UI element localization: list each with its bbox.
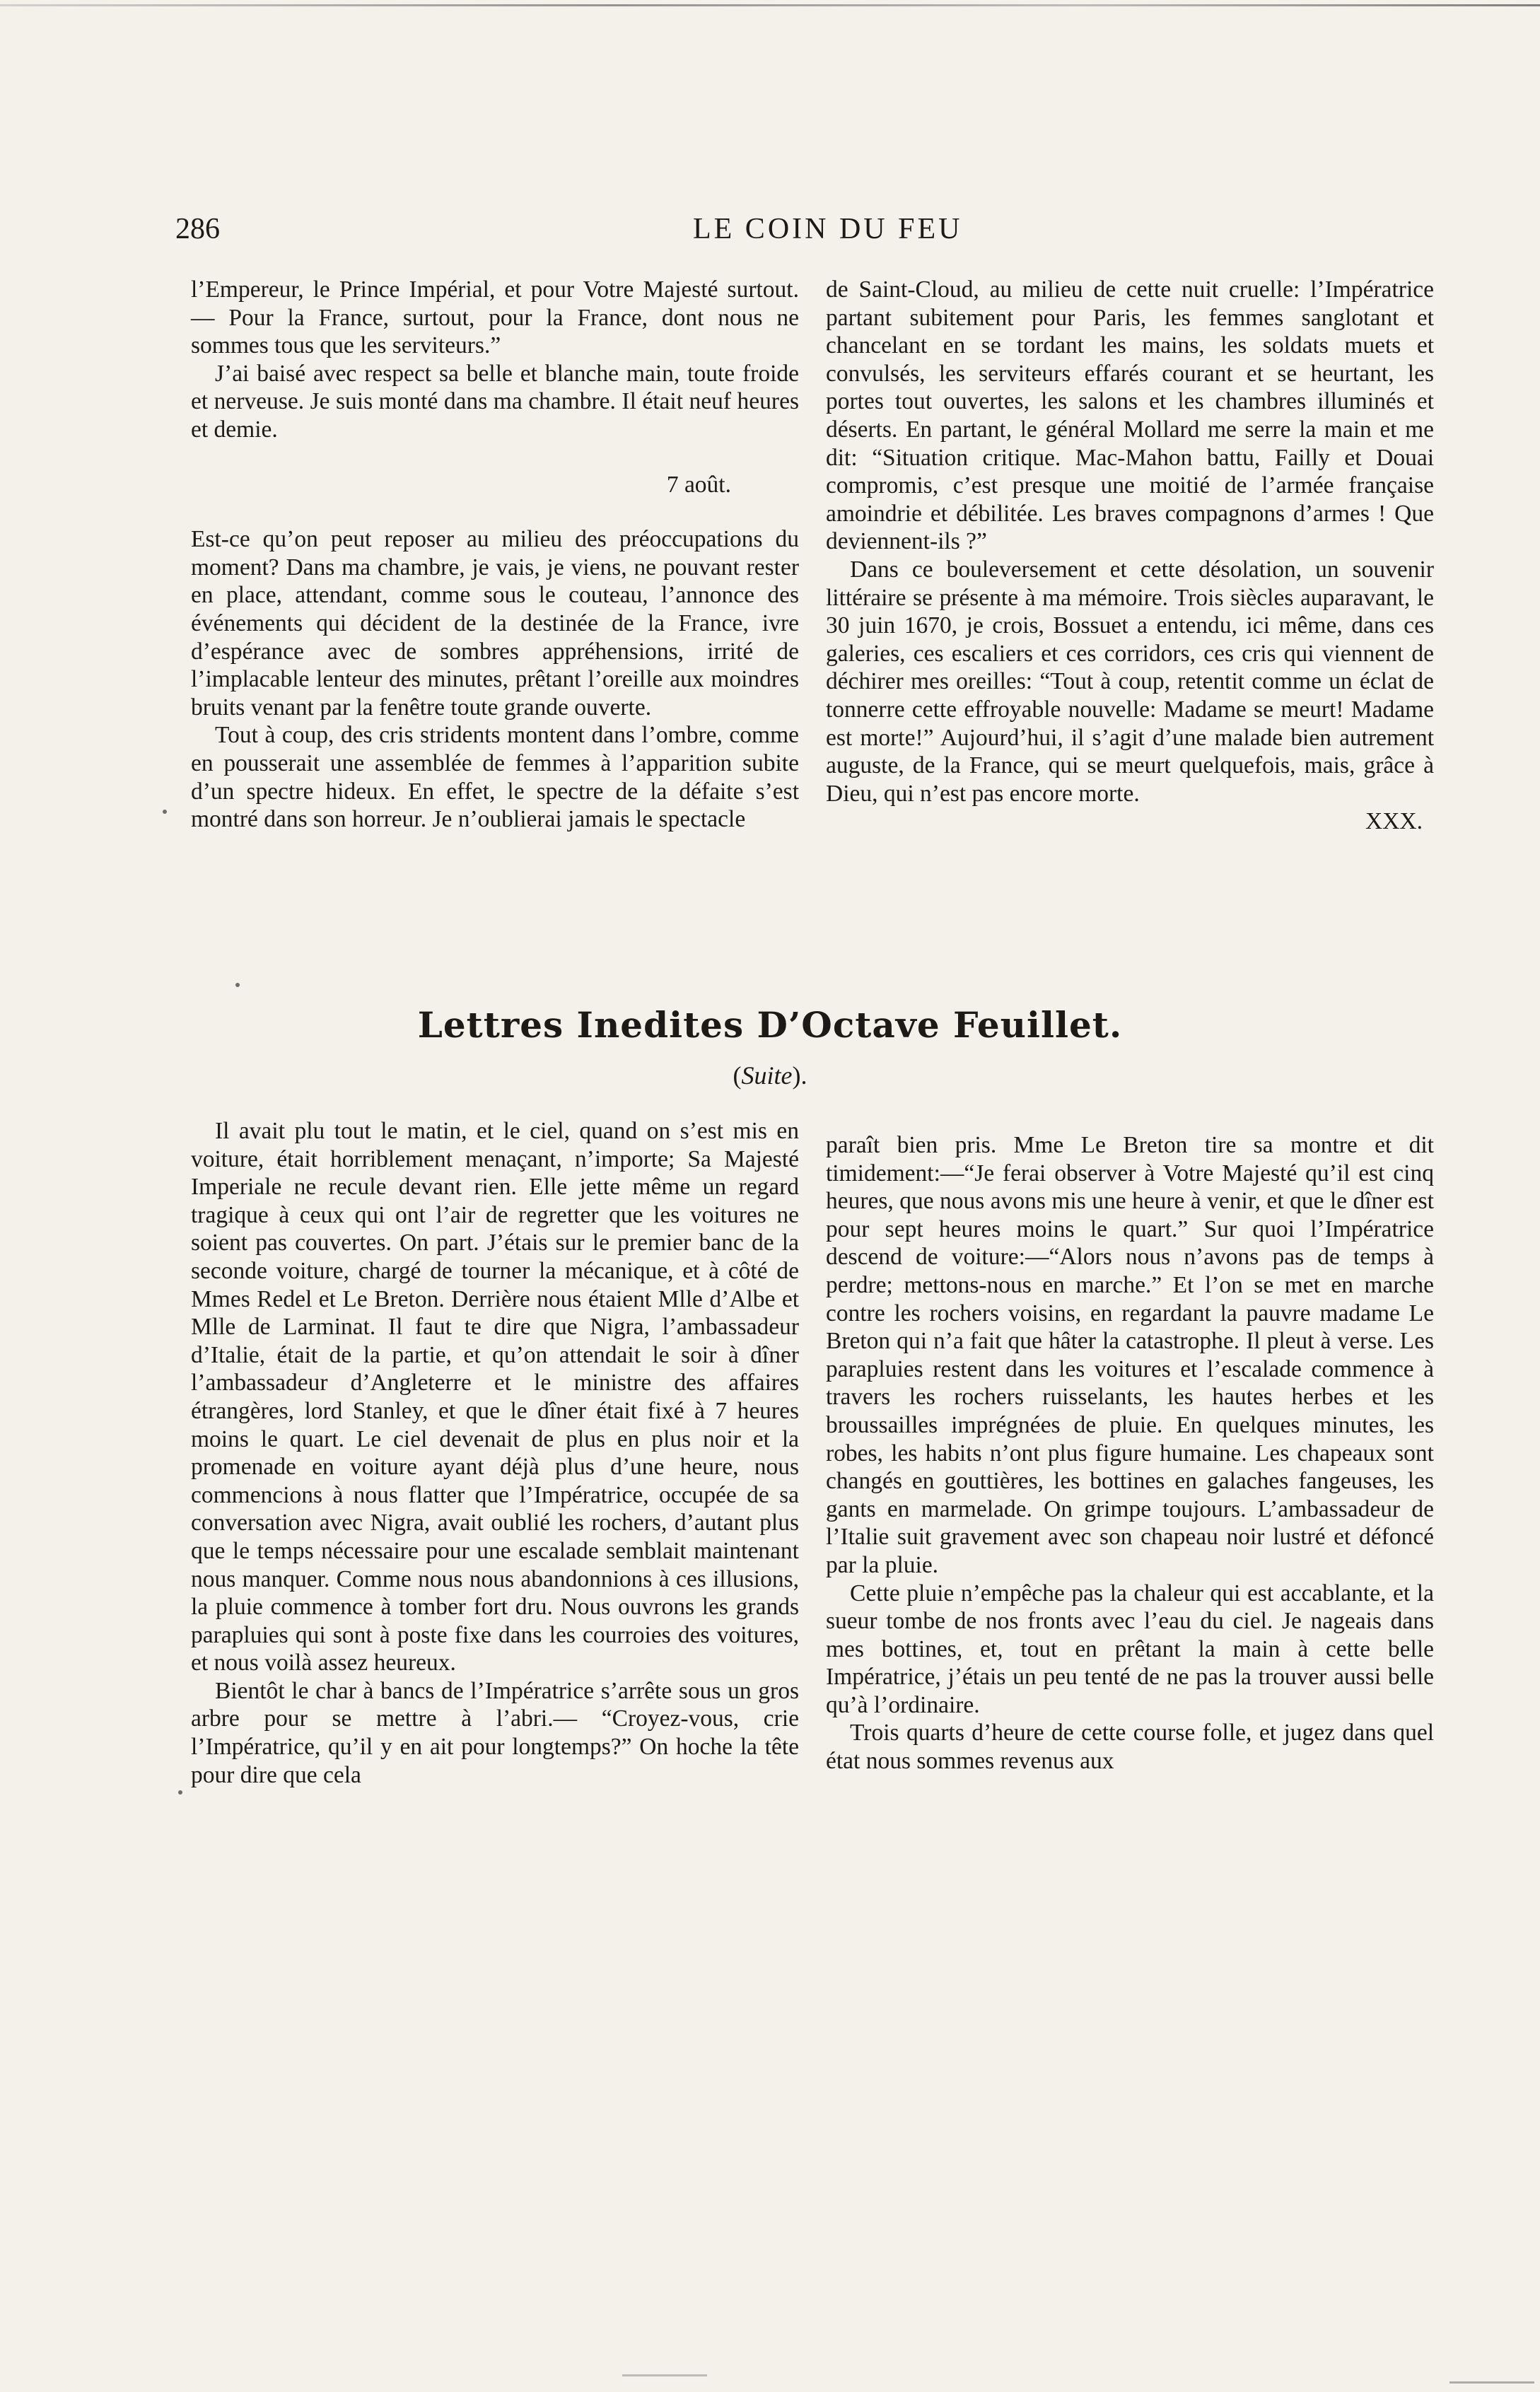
article-column-right <box>826 1131 1434 1775</box>
bottom-edge-mark <box>622 2374 707 2376</box>
paragraph: Trois quarts d’heure de cette course folle, et jugez dans quel état nous sommes revenus aux <box>826 1720 1434 1775</box>
signature: XXX. <box>1365 808 1423 835</box>
previous-article-column-left <box>191 276 799 834</box>
running-head <box>0 212 1540 255</box>
article-title: Lettres Inedites D’Octave Feuillet. <box>417 1004 1123 1046</box>
paragraph: Cette pluie n’empêche pas la chaleur qui est accablante, et la sueur tombe de nos fronts avec l’eau du ciel. Je nageais dans mes bottines, et, tout en prêtant la main à cette belle Impératrice, j’étais un peu tenté de ne pas la trouver aussi belle qu’à l’ordinaire. <box>826 1580 1434 1718</box>
paragraph: Est-ce qu’on peut reposer au milieu des préoccupations du moment? Dans ma chambre, je vais, je viens, ne pouvant rester en place, attendant, comme sous le couteau, l’annonce des événements qui décident de la destinée de la France, ivre d’espérance avec de sombres appréhensions, irrité de l’implacable lenteur des minutes, prêtant l’oreille aux moindres bruits venant par la fenêtre toute grande ouverte. <box>191 526 799 720</box>
article-subtitle-text: Suite <box>741 1061 793 1090</box>
paragraph: l’Empereur, le Prince Impérial, et pour Votre Majesté surtout. — Pour la France, surtout, pour la France, dont nous ne sommes tous que les serviteurs.” <box>191 276 799 359</box>
paragraph: Bientôt le char à bancs de l’Impératrice s’arrête sous un gros arbre pour se mettre à l’abri.— “Croyez-vous, crie l’Impératrice, qu’il y en ait pour longtemps?” On hoche la tête pour dire que cela <box>191 1677 799 1788</box>
paragraph: paraît bien pris. Mme Le Breton tire sa montre et dit timidement:—“Je ferai observer à Votre Majesté qu’il est cinq heures, que nous avons mis une heure à venir, et que le dîner est pour sept heures moins le quart.” Sur quoi l’Impératrice descend de voiture:—“Alors nous n’avons pas de temps à perdre; mettons-nous en marche.” Et l’on se met en marche contre les rochers voisins, en regardant la pauvre madame Le Breton qui n’a fait que hâter la catastrophe. Il pleut à verse. Les parapluies restent dans les voitures et l’escalade commence à travers les rochers ruisselants, les hautes herbes et les broussailles imprégnées de pluie. En quelques minutes, les robes, les habits n’ont plus figure humaine. Les chapeaux sont changés en gouttières, les bottines en galaches fangeuses, les gants en marmelade. On grimpe toujours. L’ambassadeur de l’Italie suit gravement avec son chapeau noir lustré et défoncé par la pluie. <box>826 1132 1434 1578</box>
top-edge-rule <box>0 4 1540 6</box>
article-subtitle: (Suite). <box>733 1061 807 1090</box>
paragraph: Dans ce bouleversement et cette désolation, un souvenir littéraire se présente à ma mémoire. Trois siècles auparavant, le 30 juin 1670, je crois, Bossuet a entendu, ici même, dans ces galeries, ces escaliers et ces corridors, ces cris qui viennent de déchirer mes oreilles: “Tout à coup, retentit comme un éclat de tonnerre cette effroyable nouvelle: Madame se meurt! Madame est morte!” Aujourd’hui, il s’agit d’une malade bien autrement auguste, de la France, qui se meurt quelquefois, mais, grâce à Dieu, qui n’est pas encore morte. <box>826 556 1434 807</box>
article-column-left <box>191 1117 799 1789</box>
journal-title: LE COIN DU FEU <box>693 213 963 245</box>
print-speck <box>178 1790 182 1795</box>
previous-article-column-right <box>826 276 1434 836</box>
print-speck <box>235 983 240 987</box>
page-number: 286 <box>175 213 220 245</box>
paragraph: de Saint-Cloud, au milieu de cette nuit cruelle: l’Impératrice partant subitement pour Paris, les femmes sanglotant et chancelant en se tordant les mains, les soldats muets et convulsés, les serviteurs effarés courant et se heurtant, les portes tout ouvertes, les salons et les chambres illuminés et déserts. En partant, le général Mollard me serre la main et me dit: “Situation critique. Mac-Mahon battu, Failly et Douai compromis, c’est presque une moitié de l’armée française amoindrie et débilitée. Les braves compagnons d’armes ! Que deviennent-ils ?” <box>826 276 1434 555</box>
print-speck <box>163 810 167 814</box>
paragraph: Il avait plu tout le matin, et le ciel, quand on s’est mis en voiture, était horriblement menaçant, n’importe; Sa Majesté Imperiale ne recule devant rien. Elle jette même un regard tragique à ceux qui ont l’air de regretter que les voitures ne soient pas couvertes. On part. J’étais sur le premier banc de la seconde voiture, chargé de tourner la mécanique, et à côté de Mmes Redel et Le Breton. Derrière nous étaient Mlle d’Albe et Mlle de Larminat. Il faut te dire que Nigra, l’ambassadeur d’Italie, était de la partie, et qu’on attendait le soir à dîner l’ambassadeur d’Angleterre et le ministre des affaires étrangères, lord Stanley, et que le dîner était fixé à 7 heures moins le quart. Le ciel devenait de plus en plus noir et la promenade en voiture ayant déjà plus d’une heure, nous commencions à nous flatter que l’Impératrice, occupée de sa conversation avec Nigra, avait oublié les rochers, d’autant plus que le temps nécessaire pour une escalade semblait maintenant nous manquer. Comme nous nous abandonnions à ces illusions, la pluie commence à tomber fort dru. Nous ouvrons les grands parapluies qui sont à poste fixe dans les courroies des voitures, et nous voilà assez heureux. <box>191 1118 799 1676</box>
paragraph: J’ai baisé avec respect sa belle et blanche main, toute froide et nerveuse. Je suis monté dans ma chambre. Il était neuf heures et demie. <box>191 360 799 443</box>
dateline: 7 août. <box>666 471 731 498</box>
bottom-edge-mark <box>1449 2381 1534 2384</box>
paragraph: Tout à coup, des cris stridents montent dans l’ombre, comme en pousserait une assemblée de femmes à l’apparition subite d’un spectre hideux. En effet, le spectre de la défaite s’est montré dans son horreur. Je n’oublierai jamais le spectacle <box>191 722 799 833</box>
